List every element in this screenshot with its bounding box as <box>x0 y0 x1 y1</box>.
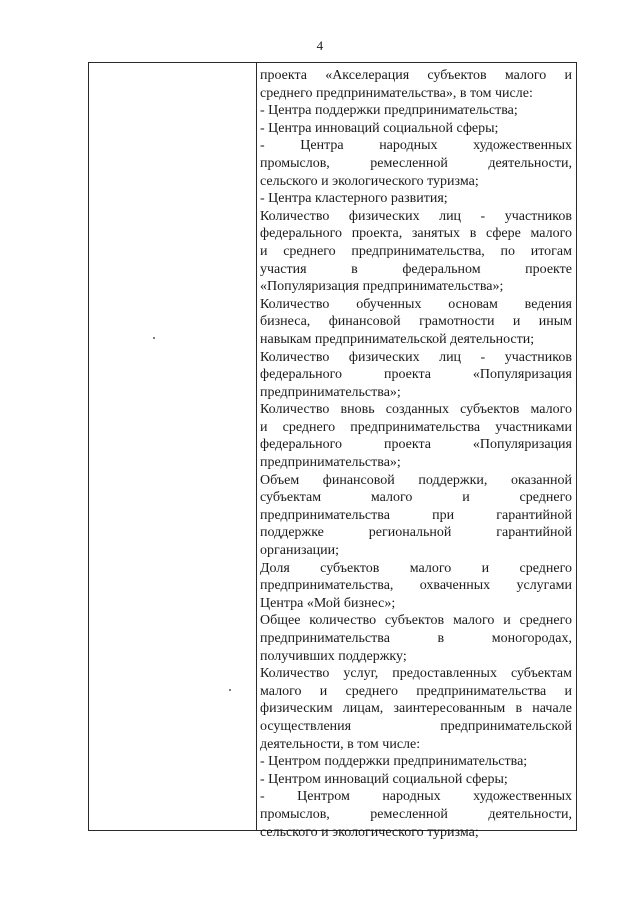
text-line: среднего предпринимательства», в том числе: <box>260 85 533 101</box>
text-line: - Центра инноваций социальной сферы; <box>260 120 499 136</box>
right-cell <box>257 63 576 840</box>
text-line: физическим лицам, заинтересованным в начале <box>260 701 572 717</box>
text-line: Объем финансовой поддержки, оказанной <box>260 472 572 488</box>
text-line: сельского и экологического туризма; <box>260 173 479 189</box>
text-line: федерального проекта «Популяризация <box>260 437 572 453</box>
text-line: предпринимательства в моногородах, <box>260 631 572 646</box>
text-line: - Центром поддержки предпринимательства; <box>260 754 528 770</box>
left-cell <box>89 63 257 830</box>
text-line: Количество физических лиц - участников <box>260 208 572 224</box>
text-line: предпринимательства»; <box>260 384 401 400</box>
text-line: - Центром инноваций социальной сферы; <box>260 771 508 787</box>
text-line: «Популяризация предпринимательства»; <box>260 279 504 295</box>
text-line: предпринимательства при гарантийной <box>260 507 572 523</box>
document-table <box>88 62 577 840</box>
text-line: федерального проекта «Популяризация <box>260 367 572 383</box>
text-line: деятельности, в том числе: <box>260 736 421 752</box>
text-line: Количество вновь созданных субъектов малого <box>260 402 572 418</box>
page-number: 4 <box>316 38 324 53</box>
text-line: организации; <box>260 543 340 559</box>
text-line: проекта «Акселерация субъектов малого и <box>260 68 572 83</box>
text-line: и среднего предпринимательства, по итогам <box>260 243 572 259</box>
text-line: поддержке региональной гарантийной <box>260 525 572 541</box>
text-line: промыслов, ремесленной деятельности, <box>260 806 572 822</box>
text-line: - Центра кластерного развития; <box>260 191 448 207</box>
text-line: осуществления предпринимательской <box>260 718 572 734</box>
text-line: - Центром народных художественных <box>260 789 572 805</box>
text-line: - Центра народных художественных <box>260 138 572 154</box>
text-line: - Центра поддержки предпринимательства; <box>260 103 518 119</box>
text-line: федерального проекта, занятых в сфере малого <box>260 226 572 242</box>
text-line: и среднего предпринимательства участниками <box>260 419 572 435</box>
text-line: участия в федеральном проекте <box>260 261 572 277</box>
text-line: субъектам малого и среднего <box>260 490 572 506</box>
text-line: Количество физических лиц - участников <box>260 349 572 365</box>
text-line: Количество услуг, предоставленных субъектам <box>260 666 572 682</box>
scan-speck <box>229 689 231 691</box>
text-line: Количество обученных основам ведения <box>260 296 572 312</box>
text-line: бизнеса, финансовой грамотности и иным <box>260 314 572 330</box>
text-line: малого и среднего предпринимательства и <box>260 683 572 699</box>
scan-speck <box>153 337 155 339</box>
text-line: навыкам предпринимательской деятельности; <box>260 331 535 347</box>
text-line: промыслов, ремесленной деятельности, <box>260 155 572 171</box>
text-line: сельского и экологического туризма; <box>260 824 479 840</box>
text-line: Доля субъектов малого и среднего <box>260 560 572 576</box>
text-line: получивших поддержку; <box>260 648 407 664</box>
text-line: Общее количество субъектов малого и среднего <box>260 613 572 629</box>
text-line: предпринимательства»; <box>260 455 401 471</box>
text-line: предпринимательства, охваченных услугами <box>260 578 572 594</box>
text-line: Центра «Мой бизнес»; <box>260 595 396 611</box>
